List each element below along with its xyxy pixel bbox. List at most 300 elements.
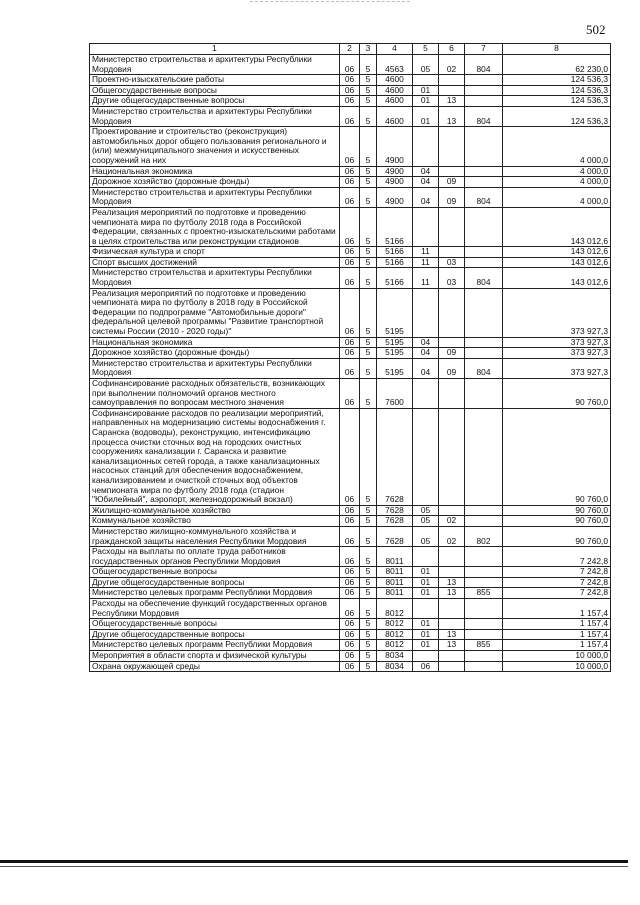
code-col-6: [439, 567, 465, 578]
code-col-7: 804: [465, 358, 503, 378]
code-col-7: 804: [465, 187, 503, 207]
code-col-4: 5166: [377, 247, 413, 258]
code-col-6: [439, 127, 465, 166]
code-col-5: 05: [413, 55, 439, 75]
code-col-2: 06: [340, 166, 360, 177]
row-name: Реализация мероприятий по подготовке и проведению чемпионата мира по футболу 2018 года в Российской Федерации, связанных с проектно-изыскательскими работами в целях строительства или реконструкции стадионов: [90, 207, 340, 246]
code-col-4: 5166: [377, 257, 413, 268]
code-col-6: [439, 651, 465, 662]
code-col-5: [413, 599, 439, 619]
code-col-3: 5: [360, 127, 377, 166]
code-col-4: 7628: [377, 526, 413, 546]
table-row: [90, 106, 611, 126]
bottom-rule: [0, 860, 628, 863]
table-row: [90, 127, 611, 166]
code-col-4: 8011: [377, 567, 413, 578]
code-col-2: 06: [340, 358, 360, 378]
code-col-6: [439, 337, 465, 348]
code-col-3: 5: [360, 337, 377, 348]
table-row: [90, 640, 611, 651]
row-name: Расходы на обеспечение функций государственных органов Республики Мордовия: [90, 599, 340, 619]
code-col-4: 4900: [377, 187, 413, 207]
code-col-6: [439, 408, 465, 505]
table-row: [90, 55, 611, 75]
code-col-2: 06: [340, 177, 360, 188]
code-col-4: 8011: [377, 547, 413, 567]
row-name: Дорожное хозяйство (дорожные фонды): [90, 177, 340, 188]
code-col-7: [465, 619, 503, 630]
code-col-7: [465, 661, 503, 672]
table-row: [90, 85, 611, 96]
page-number: 502: [586, 22, 606, 37]
code-col-2: 06: [340, 516, 360, 527]
code-col-2: 06: [340, 348, 360, 359]
row-name: Министерство целевых программ Республики Мордовия: [90, 640, 340, 651]
code-col-2: 06: [340, 640, 360, 651]
amount: 62 230,0: [503, 55, 611, 75]
code-col-6: 02: [439, 526, 465, 546]
code-col-7: [465, 75, 503, 86]
code-col-3: 5: [360, 516, 377, 527]
code-col-5: [413, 127, 439, 166]
code-col-2: 06: [340, 106, 360, 126]
table-header-row: [90, 44, 611, 55]
code-col-2: 06: [340, 661, 360, 672]
table-row: [90, 288, 611, 337]
code-col-3: 5: [360, 166, 377, 177]
code-col-2: 06: [340, 408, 360, 505]
row-name: Софинансирование расходов по реализации мероприятий, направленных на модернизацию системы водоснабжения г. Саранска (водоводы), реконструкцию, интенсификацию процесса очистки сточных вод на городских очистных сооружениях канализации г. Саранска и развитие канализационных сетей города, а также канализационных насосных станций для обеспечения водоснабжением, канализированием и очисткой сточных вод объектов чемпионата мира по футболу 2018 года (стадион "Юбилейный", аэропорт, железнодорожный вокзал): [90, 408, 340, 505]
row-name: Общегосударственные вопросы: [90, 567, 340, 578]
code-col-5: 01: [413, 588, 439, 599]
code-col-5: 04: [413, 166, 439, 177]
code-col-6: 13: [439, 106, 465, 126]
table-row: [90, 651, 611, 662]
code-col-6: [439, 166, 465, 177]
code-col-7: [465, 408, 503, 505]
code-col-3: 5: [360, 55, 377, 75]
code-col-5: 01: [413, 85, 439, 96]
table-row: [90, 177, 611, 188]
column-header: 6: [439, 44, 465, 55]
code-col-6: 13: [439, 588, 465, 599]
code-col-2: 06: [340, 588, 360, 599]
row-name: Министерство строительства и архитектуры Республики Мордовия: [90, 358, 340, 378]
code-col-6: [439, 379, 465, 409]
amount: 373 927,3: [503, 358, 611, 378]
amount: 124 536,3: [503, 96, 611, 107]
code-col-7: 855: [465, 588, 503, 599]
row-name: Другие общегосударственные вопросы: [90, 96, 340, 107]
code-col-6: [439, 599, 465, 619]
amount: 1 157,4: [503, 619, 611, 630]
row-name: Общегосударственные вопросы: [90, 619, 340, 630]
code-col-4: 4900: [377, 166, 413, 177]
code-col-5: [413, 651, 439, 662]
code-col-6: 13: [439, 640, 465, 651]
amount: 7 242,8: [503, 547, 611, 567]
amount: 90 760,0: [503, 408, 611, 505]
code-col-3: 5: [360, 106, 377, 126]
code-col-2: 06: [340, 268, 360, 288]
code-col-5: 04: [413, 177, 439, 188]
code-col-3: 5: [360, 268, 377, 288]
code-col-2: 06: [340, 337, 360, 348]
code-col-4: 4563: [377, 55, 413, 75]
code-col-3: 5: [360, 177, 377, 188]
code-col-6: 13: [439, 96, 465, 107]
table-row: [90, 247, 611, 258]
amount: 143 012,6: [503, 257, 611, 268]
code-col-2: 06: [340, 187, 360, 207]
code-col-6: [439, 619, 465, 630]
row-name: Национальная экономика: [90, 166, 340, 177]
table-row: [90, 619, 611, 630]
code-col-3: 5: [360, 207, 377, 246]
table-row: [90, 547, 611, 567]
code-col-6: 09: [439, 348, 465, 359]
bottom-rule-thin: [0, 866, 628, 867]
column-header: 2: [340, 44, 360, 55]
code-col-2: 06: [340, 75, 360, 86]
code-col-5: 01: [413, 577, 439, 588]
code-col-4: 8011: [377, 588, 413, 599]
code-col-7: [465, 257, 503, 268]
code-col-3: 5: [360, 599, 377, 619]
code-col-4: 7628: [377, 505, 413, 516]
code-col-3: 5: [360, 651, 377, 662]
code-col-6: [439, 207, 465, 246]
code-col-7: [465, 516, 503, 527]
code-col-2: 06: [340, 127, 360, 166]
budget-table: [89, 43, 611, 672]
code-col-2: 06: [340, 629, 360, 640]
code-col-4: 4900: [377, 127, 413, 166]
code-col-7: [465, 348, 503, 359]
code-col-2: 06: [340, 55, 360, 75]
code-col-7: [465, 379, 503, 409]
code-col-2: 06: [340, 526, 360, 546]
scan-edge-mark: [250, 1, 410, 3]
code-col-4: 5166: [377, 207, 413, 246]
amount: 7 242,8: [503, 577, 611, 588]
column-header: 4: [377, 44, 413, 55]
code-col-4: 4600: [377, 106, 413, 126]
row-name: Охрана окружающей среды: [90, 661, 340, 672]
code-col-2: 06: [340, 651, 360, 662]
code-col-3: 5: [360, 75, 377, 86]
amount: 90 760,0: [503, 516, 611, 527]
code-col-5: 04: [413, 358, 439, 378]
code-col-7: [465, 166, 503, 177]
column-header: 8: [503, 44, 611, 55]
code-col-5: 01: [413, 629, 439, 640]
table-row: [90, 577, 611, 588]
column-header: 1: [90, 44, 340, 55]
code-col-5: 05: [413, 526, 439, 546]
table-row: [90, 348, 611, 359]
code-col-3: 5: [360, 588, 377, 599]
code-col-7: [465, 599, 503, 619]
code-col-6: [439, 547, 465, 567]
code-col-2: 06: [340, 547, 360, 567]
code-col-3: 5: [360, 526, 377, 546]
code-col-3: 5: [360, 257, 377, 268]
code-col-5: 01: [413, 640, 439, 651]
table-row: [90, 166, 611, 177]
amount: 124 536,3: [503, 106, 611, 126]
row-name: Жилищно-коммунальное хозяйство: [90, 505, 340, 516]
code-col-5: [413, 408, 439, 505]
code-col-2: 06: [340, 96, 360, 107]
code-col-7: [465, 288, 503, 337]
table-row: [90, 505, 611, 516]
code-col-7: 855: [465, 640, 503, 651]
code-col-4: 8034: [377, 661, 413, 672]
code-col-4: 5195: [377, 337, 413, 348]
row-name: Министерство строительства и архитектуры Республики Мордовия: [90, 55, 340, 75]
code-col-4: 4600: [377, 75, 413, 86]
code-col-7: 804: [465, 268, 503, 288]
code-col-3: 5: [360, 640, 377, 651]
code-col-7: [465, 577, 503, 588]
amount: 7 242,8: [503, 588, 611, 599]
code-col-3: 5: [360, 288, 377, 337]
code-col-2: 06: [340, 247, 360, 258]
code-col-5: 11: [413, 247, 439, 258]
code-col-2: 06: [340, 505, 360, 516]
amount: 90 760,0: [503, 505, 611, 516]
amount: 90 760,0: [503, 526, 611, 546]
code-col-2: 06: [340, 619, 360, 630]
code-col-6: 03: [439, 268, 465, 288]
code-col-3: 5: [360, 247, 377, 258]
column-header: 5: [413, 44, 439, 55]
code-col-6: [439, 85, 465, 96]
amount: 1 157,4: [503, 640, 611, 651]
code-col-5: 11: [413, 268, 439, 288]
row-name: Коммунальное хозяйство: [90, 516, 340, 527]
code-col-5: 06: [413, 661, 439, 672]
code-col-6: [439, 75, 465, 86]
code-col-3: 5: [360, 408, 377, 505]
code-col-5: 05: [413, 505, 439, 516]
row-name: Мероприятия в области спорта и физической культуры: [90, 651, 340, 662]
amount: 10 000,0: [503, 651, 611, 662]
row-name: Спорт высших достижений: [90, 257, 340, 268]
code-col-7: [465, 651, 503, 662]
code-col-2: 06: [340, 85, 360, 96]
amount: 4 000,0: [503, 177, 611, 188]
amount: 1 157,4: [503, 629, 611, 640]
code-col-4: 7628: [377, 408, 413, 505]
table-row: [90, 268, 611, 288]
row-name: Проектно-изыскательские работы: [90, 75, 340, 86]
code-col-7: [465, 629, 503, 640]
code-col-4: 7628: [377, 516, 413, 527]
code-col-3: 5: [360, 358, 377, 378]
table-row: [90, 408, 611, 505]
code-col-7: [465, 85, 503, 96]
code-col-7: [465, 337, 503, 348]
amount: 143 012,6: [503, 207, 611, 246]
amount: 1 157,4: [503, 599, 611, 619]
row-name: Другие общегосударственные вопросы: [90, 629, 340, 640]
table-row: [90, 629, 611, 640]
code-col-7: [465, 207, 503, 246]
row-name: Общегосударственные вопросы: [90, 85, 340, 96]
amount: 4 000,0: [503, 127, 611, 166]
code-col-4: 5195: [377, 358, 413, 378]
table-body: [90, 55, 611, 672]
code-col-3: 5: [360, 629, 377, 640]
code-col-5: 01: [413, 106, 439, 126]
code-col-6: 03: [439, 257, 465, 268]
code-col-4: 5166: [377, 268, 413, 288]
column-header: 7: [465, 44, 503, 55]
code-col-7: [465, 505, 503, 516]
table-row: [90, 207, 611, 246]
code-col-7: [465, 127, 503, 166]
code-col-7: [465, 247, 503, 258]
code-col-3: 5: [360, 619, 377, 630]
code-col-6: 09: [439, 358, 465, 378]
table-row: [90, 567, 611, 578]
row-name: Министерство строительства и архитектуры Республики Мордовия: [90, 268, 340, 288]
code-col-5: 05: [413, 516, 439, 527]
code-col-6: 02: [439, 516, 465, 527]
code-col-6: [439, 288, 465, 337]
amount: 4 000,0: [503, 187, 611, 207]
code-col-4: 8012: [377, 619, 413, 630]
code-col-5: 04: [413, 187, 439, 207]
code-col-4: 7600: [377, 379, 413, 409]
code-col-7: [465, 96, 503, 107]
code-col-6: [439, 247, 465, 258]
code-col-7: 804: [465, 106, 503, 126]
amount: 90 760,0: [503, 379, 611, 409]
amount: 143 012,6: [503, 247, 611, 258]
row-name: Софинансирование расходных обязательств, возникающих при выполнении полномочий органов местного самоуправления по вопросам местного значения: [90, 379, 340, 409]
code-col-4: 8034: [377, 651, 413, 662]
code-col-3: 5: [360, 577, 377, 588]
code-col-4: 4600: [377, 96, 413, 107]
code-col-6: [439, 505, 465, 516]
row-name: Другие общегосударственные вопросы: [90, 577, 340, 588]
column-header: 3: [360, 44, 377, 55]
code-col-5: [413, 207, 439, 246]
amount: 124 536,3: [503, 85, 611, 96]
table-row: [90, 379, 611, 409]
amount: 373 927,3: [503, 288, 611, 337]
row-name: Реализация мероприятий по подготовке и проведению чемпионата мира по футболу в 2018 году в Российской Федерации по подпрограмме "Автомобильные дороги" федеральной целевой программы "Развитие транспортной системы России (2010 - 2020 годы)": [90, 288, 340, 337]
code-col-4: 5195: [377, 288, 413, 337]
code-col-3: 5: [360, 661, 377, 672]
amount: 124 536,3: [503, 75, 611, 86]
code-col-2: 06: [340, 257, 360, 268]
table-row: [90, 187, 611, 207]
code-col-5: [413, 379, 439, 409]
code-col-2: 06: [340, 379, 360, 409]
table-row: [90, 96, 611, 107]
code-col-4: 8012: [377, 629, 413, 640]
code-col-5: 01: [413, 96, 439, 107]
row-name: Расходы на выплаты по оплате труда работников государственных органов Республики Мордовия: [90, 547, 340, 567]
amount: 4 000,0: [503, 166, 611, 177]
code-col-3: 5: [360, 96, 377, 107]
amount: 10 000,0: [503, 661, 611, 672]
code-col-4: 8011: [377, 577, 413, 588]
row-name: Физическая культура и спорт: [90, 247, 340, 258]
code-col-7: [465, 567, 503, 578]
code-col-7: 804: [465, 55, 503, 75]
amount: 7 242,8: [503, 567, 611, 578]
table-row: [90, 75, 611, 86]
table-row: [90, 358, 611, 378]
code-col-5: 04: [413, 337, 439, 348]
table-row: [90, 257, 611, 268]
code-col-5: [413, 288, 439, 337]
code-col-2: 06: [340, 577, 360, 588]
code-col-7: [465, 177, 503, 188]
code-col-3: 5: [360, 567, 377, 578]
code-col-3: 5: [360, 187, 377, 207]
code-col-5: 01: [413, 567, 439, 578]
code-col-3: 5: [360, 85, 377, 96]
code-col-5: [413, 75, 439, 86]
code-col-4: 4900: [377, 177, 413, 188]
code-col-4: 4600: [377, 85, 413, 96]
code-col-5: 11: [413, 257, 439, 268]
row-name: Проектирование и строительство (реконструкция) автомобильных дорог общего пользования регионального и (или) межмуниципального значения и искусственных сооружений на них: [90, 127, 340, 166]
row-name: Министерство жилищно-коммунального хозяйства и гражданской защиты населения Республики Мордовия: [90, 526, 340, 546]
table-row: [90, 599, 611, 619]
code-col-3: 5: [360, 547, 377, 567]
code-col-6: 09: [439, 177, 465, 188]
row-name: Министерство строительства и архитектуры Республики Мордовия: [90, 187, 340, 207]
code-col-7: [465, 547, 503, 567]
code-col-2: 06: [340, 599, 360, 619]
amount: 143 012,6: [503, 268, 611, 288]
code-col-4: 8012: [377, 599, 413, 619]
code-col-6: 13: [439, 629, 465, 640]
row-name: Дорожное хозяйство (дорожные фонды): [90, 348, 340, 359]
table-row: [90, 526, 611, 546]
code-col-6: 09: [439, 187, 465, 207]
code-col-6: 13: [439, 577, 465, 588]
code-col-3: 5: [360, 379, 377, 409]
amount: 373 927,3: [503, 348, 611, 359]
code-col-6: [439, 661, 465, 672]
code-col-5: [413, 547, 439, 567]
code-col-5: 04: [413, 348, 439, 359]
code-col-3: 5: [360, 505, 377, 516]
code-col-5: 01: [413, 619, 439, 630]
row-name: Министерство целевых программ Республики Мордовия: [90, 588, 340, 599]
code-col-2: 06: [340, 207, 360, 246]
code-col-4: 5195: [377, 348, 413, 359]
code-col-4: 8012: [377, 640, 413, 651]
table-row: [90, 337, 611, 348]
table-row: [90, 588, 611, 599]
code-col-7: 802: [465, 526, 503, 546]
amount: 373 927,3: [503, 337, 611, 348]
table-row: [90, 516, 611, 527]
code-col-2: 06: [340, 288, 360, 337]
row-name: Национальная экономика: [90, 337, 340, 348]
code-col-2: 06: [340, 567, 360, 578]
code-col-3: 5: [360, 348, 377, 359]
